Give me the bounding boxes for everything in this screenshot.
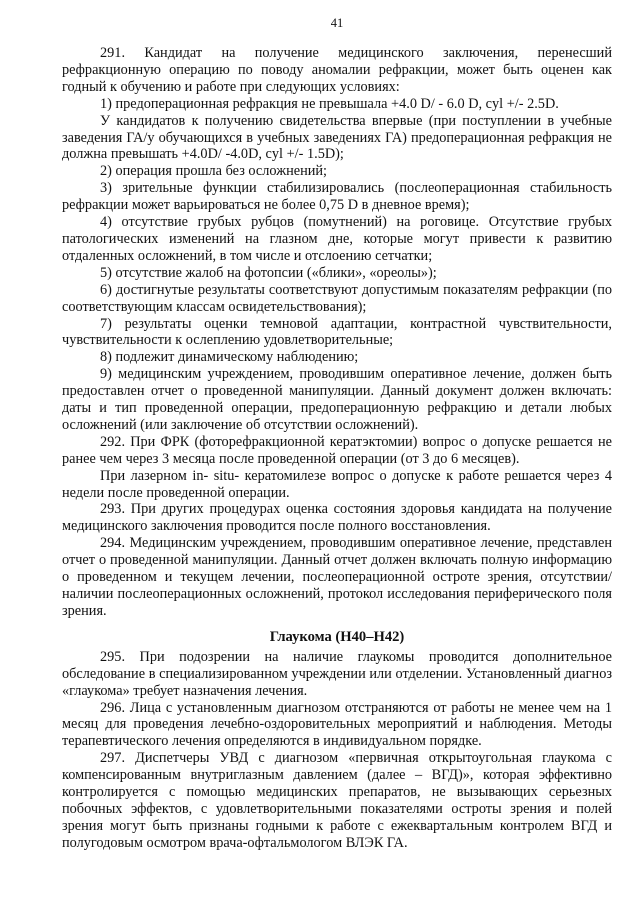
paragraph: 2) операция прошла без осложнений; <box>100 163 327 180</box>
paragraph: 6) достигнутые результаты соответствуют допустимым показателям рефракции (по соответствующим классам освидетельствования); <box>62 281 612 315</box>
section-heading: Глаукома (Н40–Н42) <box>269 628 405 645</box>
paragraph: У кандидатов к получению свидетельства впервые (при поступлении в учебные заведения ГА/у обучающихся в учебных заведениях ГА) предоперационная рефракция не должна превышать +4.0D/ -4.0D, cyl +/- 1.5D); <box>62 112 612 163</box>
paragraph: 7) результаты оценки темновой адаптации, контрастной чувствительности, чувствительности к ослеплению удовлетворительные; <box>62 315 612 349</box>
paragraph: 292. При ФРК (фоторефракционной кератэктомии) вопрос о допуске решается не ранее чем через 3 месяца после проведенной операции (от 3 до 6 месяцев). <box>62 433 612 467</box>
paragraph: При лазерном in- situ- кератомилезе вопрос о допуске к работе решается через 4 недели после проведенной операции. <box>62 467 612 501</box>
paragraph: 295. При подозрении на наличие глаукомы проводится дополнительное обследование в специализированном учреждении или отделении. Установленный диагноз «глаукома» требует назначения лечения. <box>62 648 612 699</box>
document-body <box>62 45 612 852</box>
paragraph: 291. Кандидат на получение медицинского заключения, перенесший рефракционную операцию по поводу аномалии рефракции, может быть оценен как годный к обучению и работе при следующих условиях: <box>62 45 612 95</box>
paragraph: 3) зрительные функции стабилизировались (послеоперационная стабильность рефракции может варьироваться не более 0,75 D в дневное время); <box>62 180 612 214</box>
paragraph: 8) подлежит динамическому наблюдению; <box>100 349 359 366</box>
paragraph: 297. Диспетчеры УВД с диагнозом «первичная открытоугольная глаукома с компенсированным внутриглазным давлением (далее – ВГД)», которая эффективно контролируется с помощью медицинских препаратов, не вызывающих серьезных побочных эффектов, с удовлетворительными показателями остроты зрения и полей зрения могут быть признаны годными к работе с ежеквартальным контролем ВГД и полугодовым осмотром врача-офтальмологом ВЛЭК ГА. <box>62 750 612 851</box>
paragraph: 4) отсутствие грубых рубцов (помутнений) на роговице. Отсутствие грубых патологических изменений на глазном дне, которые могут привести к развитию отдаленных осложнений, в том числе и отслоению сетчатки; <box>62 214 612 264</box>
paragraph: 293. При других процедурах оценка состояния здоровья кандидата на получение медицинского заключения проводится после полного восстановления. <box>62 501 612 535</box>
paragraph: 1) предоперационная рефракция не превышала +4.0 D/ - 6.0 D, cyl +/- 2.5D. <box>100 95 559 112</box>
paragraph: 9) медицинским учреждением, проводившим оперативное лечение, должен быть предоставлен отчет о проведенной манипуляции. Данный документ должен включать: даты и тип проведенной операции, предоперационную рефракцию и детали любых осложнений (или заключение об отсутствии осложнений). <box>62 366 612 433</box>
page-number: 41 <box>330 16 344 30</box>
paragraph: 294. Медицинским учреждением, проводившим оперативное лечение, представлен отчет о проведенной манипуляции. Данный отчет должен включать полную информацию о проведенном и текущем лечении, послеоперационной остроте зрения, отсутствии/наличии послеоперационных осложнений, протокол исследования периферического поля зрения. <box>62 535 612 619</box>
paragraph: 5) отсутствие жалоб на фотопсии («блики», «ореолы»); <box>100 264 437 281</box>
paragraph: 296. Лица с установленным диагнозом отстраняются от работы не менее чем на 1 месяц для проведения лечебно-оздоровительных мероприятий и наблюдения. Методы терапевтического лечения определяются в индивидуальном порядке. <box>62 699 612 750</box>
